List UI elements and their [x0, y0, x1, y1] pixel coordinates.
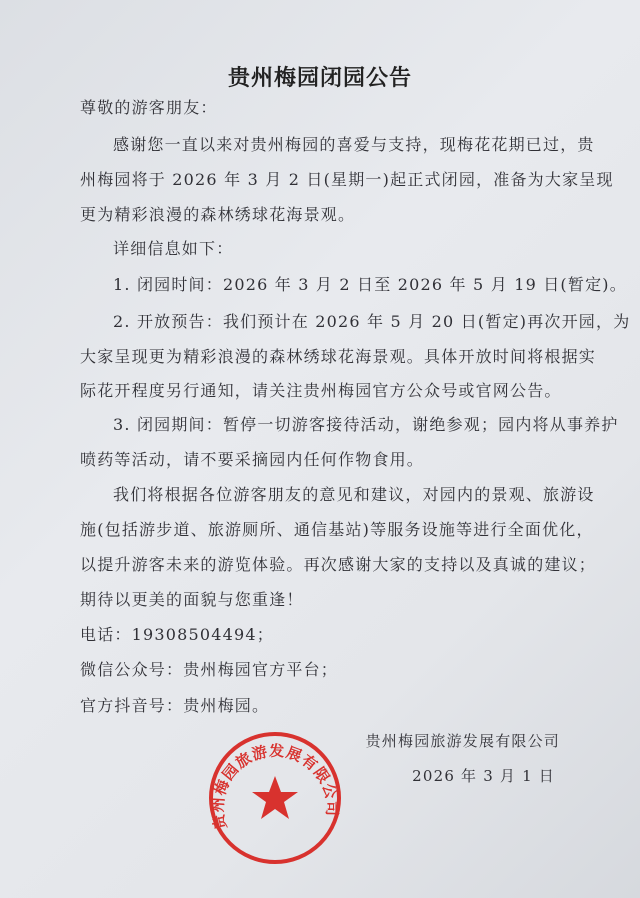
contact-phone: 电话：19308504494；: [80, 625, 274, 644]
item-1-line: 1. 闭园时间：2026 年 3 月 2 日至 2026 年 5 月 19 日(暂定)。: [113, 275, 627, 294]
intro-line: 更为精彩浪漫的森林绣球花海景观。: [80, 205, 356, 224]
intro-line: 感谢您一直以来对贵州梅园的喜爱与支持，现梅花花期已过，贵: [113, 135, 595, 154]
closing-line: 我们将根据各位游客朋友的意见和建议，对园内的景观、旅游设: [113, 485, 595, 504]
closing-line: 以提升游客未来的游览体验。再次感谢大家的支持以及真诚的建议；: [80, 555, 597, 574]
details-heading: 详细信息如下：: [113, 239, 234, 258]
item-2-line: 大家呈现更为精彩浪漫的森林绣球花海景观。具体开放时间将根据实: [80, 347, 597, 366]
intro-line: 州梅园将于 2026 年 3 月 2 日(星期一)起正式闭园，准备为大家呈现: [80, 170, 614, 189]
item-3-line: 喷药等活动，请不要采摘园内任何作物食用。: [80, 450, 425, 469]
closing-line: 施(包括游步道、旅游厕所、通信基站)等服务设施等进行全面优化，: [80, 520, 594, 539]
notice-title: 贵州梅园闭园公告: [227, 65, 412, 91]
signature-company: 贵州梅园旅游发展有限公司: [365, 732, 560, 750]
item-2-line: 2. 开放预告：我们预计在 2026 年 5 月 20 日(暂定)再次开园，为: [113, 312, 631, 331]
signature-date: 2026 年 3 月 1 日: [412, 767, 555, 785]
svg-text:贵州梅园旅游发展有限公司: 贵州梅园旅游发展有限公司: [208, 741, 342, 832]
item-3-line: 3. 闭园期间：暂停一切游客接待活动，谢绝参观；园内将从事养护: [113, 415, 619, 434]
star-icon: [252, 776, 298, 819]
contact-douyin: 官方抖音号：贵州梅园。: [80, 696, 270, 715]
salutation: 尊敬的游客朋友：: [80, 98, 218, 117]
item-2-line: 际花开程度另行通知，请关注贵州梅园官方公众号或官网公告。: [80, 381, 562, 400]
company-seal-stamp: [205, 728, 345, 868]
contact-wechat: 微信公众号：贵州梅园官方平台；: [80, 660, 339, 679]
closing-line: 期待以更美的面貌与您重逢！: [80, 590, 304, 609]
